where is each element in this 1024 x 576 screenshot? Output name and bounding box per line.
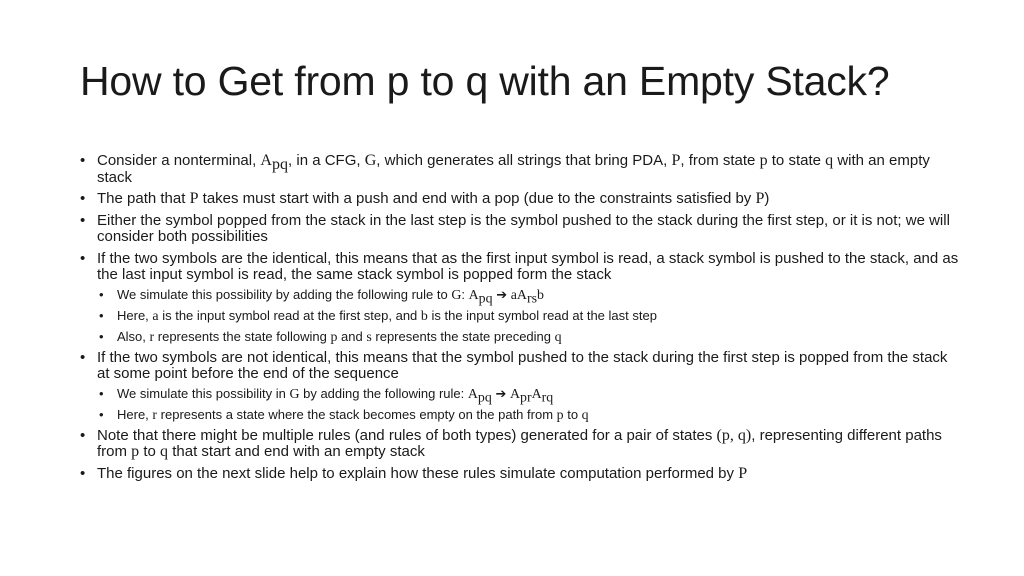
sub-list-identical <box>97 287 960 345</box>
sub-bullet-r-empty: • Here, r represents a state where the stack becomes empty on the path from p to q <box>97 407 960 423</box>
sub-list-not-identical <box>97 386 960 423</box>
bullet-next-slide: • The figures on the next slide help to explain how these rules simulate computation performed by P <box>80 466 960 483</box>
sub-bullet-rule-aArsb: • We simulate this possibility by adding the following rule to G: $A_{pq}$ ➔ $aA_{rs}b$ <box>97 287 960 303</box>
bullet-nonterminal: • Consider a nonterminal, $A_{pq}$, in a CFG, G, which generates all strings that bring PDA, P, from state p to state q with an empty stack <box>80 153 960 186</box>
sub-bullet-rule-AprArq: • We simulate this possibility in G by adding the following rule: $A_{pq}$ ➔ $A_{pr}A_{rq}$ <box>97 386 960 402</box>
slide-title: How to Get from p to q with an Empty Stack? <box>80 58 890 104</box>
right-arrow-icon: ➔ <box>495 385 507 401</box>
slide-body <box>80 153 960 487</box>
right-arrow-icon: ➔ <box>496 286 508 302</box>
sub-bullet-a-b: • Here, a is the input symbol read at the first step, and b is the input symbol read at the last step <box>97 308 960 324</box>
sub-bullet-r-s: • Also, r represents the state following p and s represents the state preceding q <box>97 329 960 345</box>
bullet-identical: • If the two symbols are the identical, this means that as the first input symbol is read, a stack symbol is pushed to the stack, and as the last input symbol is read, the same stack symbol is popped form the stack • We simulate this possibility by adding the following rule to G: $A_{pq}$ ➔ $aA_{rs}b$ • Here, a is the input symbol read at the first step, and b is the input symbol read at the last step • Also, r represents the state following p and s represents the state preceding q <box>80 251 960 345</box>
bullet-not-identical: • If the two symbols are not identical, this means that the symbol pushed to the stack during the first step is popped from the stack at some point before the end of the sequence • We simulate this possibility in G by adding the following rule: $A_{pq}$ ➔ $A_{pr}A_{rq}$ • Here, r represents a state where the stack becomes empty on the path from p to q <box>80 350 960 423</box>
bullet-list <box>80 153 960 482</box>
bullet-multiple-rules: • Note that there might be multiple rules (and rules of both types) generated for a pair of states (p, q), representing different paths from p to q that start and end with an empty stack <box>80 428 960 461</box>
bullet-path: • The path that P takes must start with a push and end with a pop (due to the constraints satisfied by P) <box>80 191 960 208</box>
bullet-possibilities: • Either the symbol popped from the stack in the last step is the symbol pushed to the stack during the first step, or it is not; we will consider both possibilities <box>80 213 960 246</box>
